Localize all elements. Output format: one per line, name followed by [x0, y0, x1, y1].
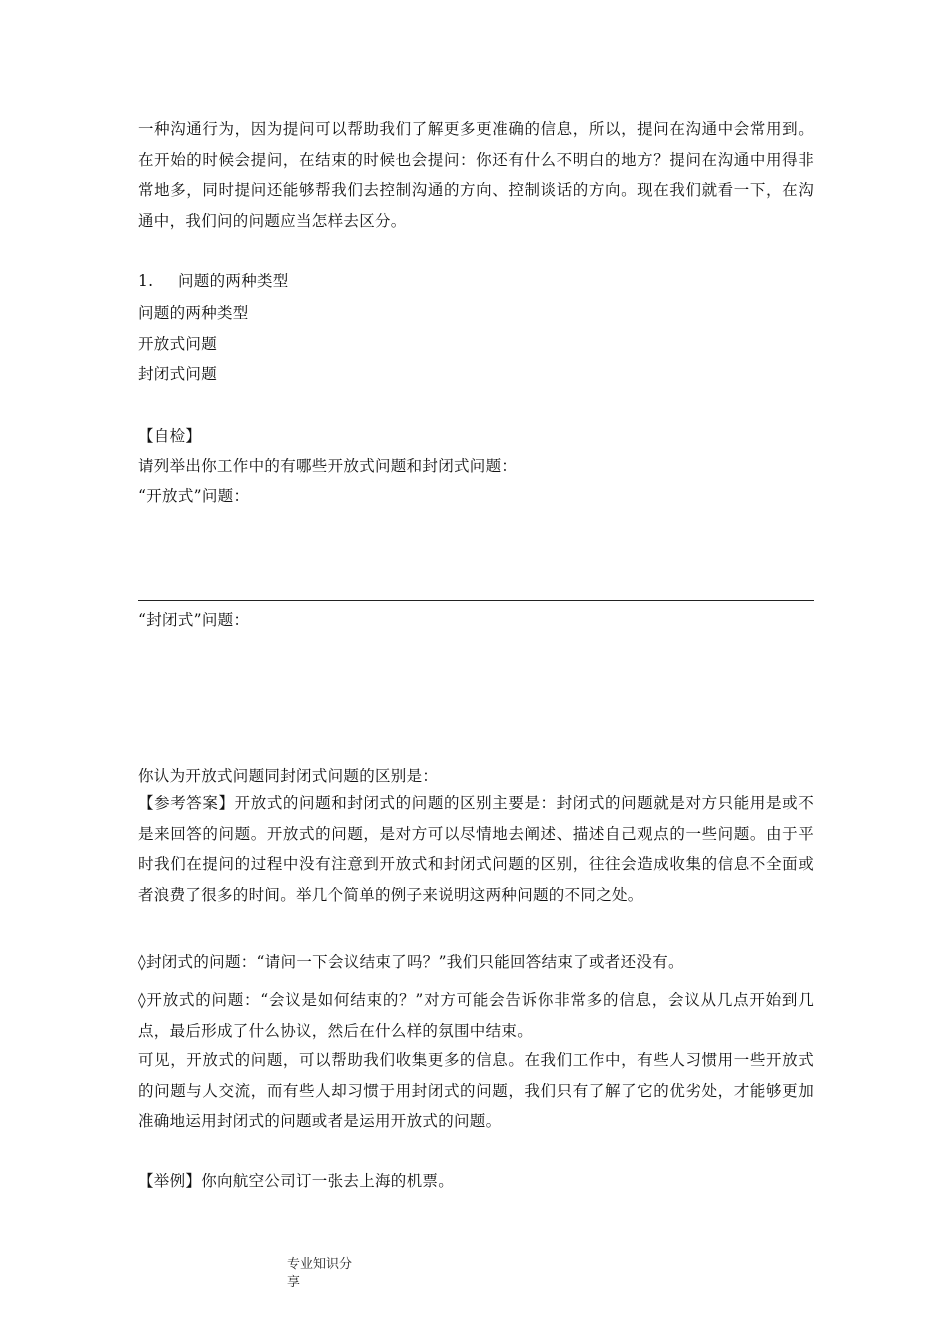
example-label: 【举例】	[138, 1172, 202, 1190]
example-line	[138, 1170, 814, 1192]
self-check-label: 【自检】	[138, 427, 202, 445]
answer-divider	[138, 600, 814, 601]
section-subheading: 问题的两种类型	[138, 304, 249, 322]
difference-question: 你认为开放式问题同封闭式问题的区别是：	[138, 767, 439, 785]
intro-paragraph: 一种沟通行为，因为提问可以帮助我们了解更多更准确的信息，所以，提问在沟通中会常用到。在开始的时候会提问，在结束的时候也会提问：你还有什么不明白的地方？提问在沟通中用得非常地多，同时提问还能够帮我们去控制沟通的方向、控制谈话的方向。现在我们就看一下，在沟通中，我们问的问题应当怎样去区分。	[138, 120, 814, 230]
closed-example: ◊封闭式的问题：“请问一下会议结束了吗？”我们只能回答结束了或者还没有。	[138, 953, 684, 971]
reference-answer-text: 开放式的问题和封闭式的问题的区别主要是：封闭式的问题就是对方只能用是或不是来回答的问题。开放式的问题，是对方可以尽情地去阐述、描述自己观点的一些问题。由于平时我们在提问的过程中没有注意到开放式和封闭式问题的区别，往往会造成收集的信息不全面或者浪费了很多的时间。举几个简单的例子来说明这两种问题的不同之处。	[138, 794, 814, 904]
section-heading-text: 问题的两种类型	[178, 272, 289, 290]
open-example: ◊开放式的问题：“会议是如何结束的？”对方可能会告诉你非常多的信息，会议从几点开始到几点，最后形成了什么协议，然后在什么样的氛围中结束。	[138, 991, 814, 1040]
footer-line-2: 享	[287, 1275, 301, 1290]
list-item-open-question: 开放式问题	[138, 335, 218, 353]
section-number: 1.	[138, 272, 154, 290]
self-check-prompt: 请列举出你工作中的有哪些开放式问题和封闭式问题：	[138, 457, 518, 475]
reference-answer	[138, 788, 814, 910]
conclusion-paragraph: 可见，开放式的问题，可以帮助我们收集更多的信息。在我们工作中，有些人习惯用一些开放式的问题与人交流，而有些人却习惯于用封闭式的问题，我们只有了解了它的优劣处，才能够更加准确地运用封闭式的问题或者是运用开放式的问题。	[138, 1051, 814, 1130]
reference-answer-label: 【参考答案】	[138, 794, 235, 812]
list-item-closed-question: 封闭式问题	[138, 365, 218, 383]
section-heading	[138, 270, 814, 292]
footer-line-1: 专业知识分	[287, 1257, 353, 1272]
example-text: 你向航空公司订一张去上海的机票。	[201, 1172, 455, 1190]
closed-question-label: “封闭式”问题：	[138, 611, 250, 629]
page-footer	[287, 1256, 367, 1292]
open-question-label: “开放式”问题：	[138, 487, 250, 505]
